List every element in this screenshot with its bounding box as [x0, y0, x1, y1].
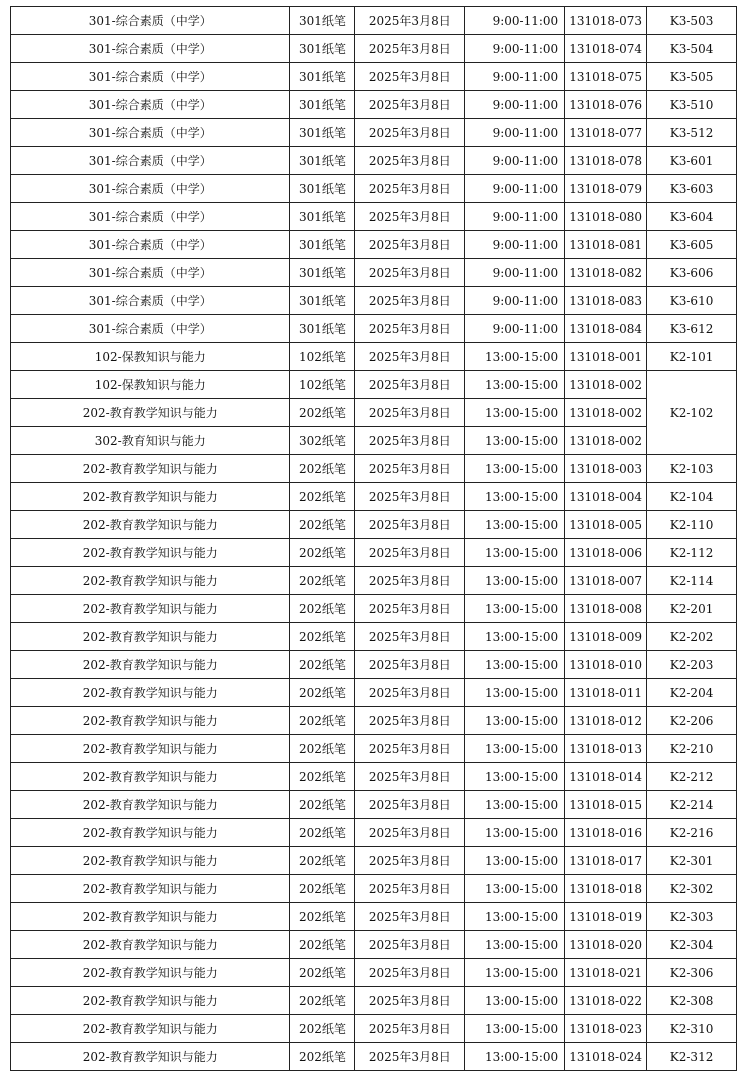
seat-number-cell: 131018-002	[565, 371, 647, 399]
exam-date-cell: 2025年3月8日	[355, 679, 465, 707]
room-cell: K3-605	[647, 231, 737, 259]
exam-date-cell: 2025年3月8日	[355, 455, 465, 483]
exam-date-cell: 2025年3月8日	[355, 567, 465, 595]
seat-number-cell: 131018-009	[565, 623, 647, 651]
exam-time-cell: 13:00-15:00	[465, 959, 565, 987]
room-cell: K2-201	[647, 595, 737, 623]
exam-time-cell: 9:00-11:00	[465, 35, 565, 63]
table-row	[11, 231, 737, 259]
exam-code-cell: 202纸笔	[290, 707, 355, 735]
exam-time-cell: 9:00-11:00	[465, 203, 565, 231]
subject-cell: 301-综合素质（中学）	[11, 147, 290, 175]
exam-time-cell: 9:00-11:00	[465, 7, 565, 35]
exam-time-cell: 9:00-11:00	[465, 259, 565, 287]
exam-date-cell: 2025年3月8日	[355, 1015, 465, 1043]
subject-cell: 202-教育教学知识与能力	[11, 735, 290, 763]
room-cell: K3-603	[647, 175, 737, 203]
table-row	[11, 847, 737, 875]
exam-time-cell: 13:00-15:00	[465, 399, 565, 427]
seat-number-cell: 131018-008	[565, 595, 647, 623]
room-cell: K2-301	[647, 847, 737, 875]
seat-number-cell: 131018-014	[565, 763, 647, 791]
subject-cell: 302-教育知识与能力	[11, 427, 290, 455]
seat-number-cell: 131018-003	[565, 455, 647, 483]
seat-number-cell: 131018-077	[565, 119, 647, 147]
table-row	[11, 371, 737, 399]
exam-code-cell: 202纸笔	[290, 987, 355, 1015]
room-cell: K3-505	[647, 63, 737, 91]
exam-date-cell: 2025年3月8日	[355, 623, 465, 651]
subject-cell: 202-教育教学知识与能力	[11, 679, 290, 707]
table-row	[11, 455, 737, 483]
exam-date-cell: 2025年3月8日	[355, 819, 465, 847]
table-row	[11, 119, 737, 147]
subject-cell: 301-综合素质（中学）	[11, 63, 290, 91]
room-cell: K2-103	[647, 455, 737, 483]
exam-date-cell: 2025年3月8日	[355, 539, 465, 567]
subject-cell: 202-教育教学知识与能力	[11, 623, 290, 651]
subject-cell: 202-教育教学知识与能力	[11, 931, 290, 959]
exam-time-cell: 13:00-15:00	[465, 567, 565, 595]
seat-number-cell: 131018-011	[565, 679, 647, 707]
room-cell: K2-310	[647, 1015, 737, 1043]
exam-date-cell: 2025年3月8日	[355, 91, 465, 119]
room-cell: K2-110	[647, 511, 737, 539]
seat-number-cell: 131018-078	[565, 147, 647, 175]
table-row	[11, 175, 737, 203]
exam-date-cell: 2025年3月8日	[355, 175, 465, 203]
exam-code-cell: 202纸笔	[290, 763, 355, 791]
subject-cell: 202-教育教学知识与能力	[11, 1015, 290, 1043]
exam-time-cell: 9:00-11:00	[465, 175, 565, 203]
table-row	[11, 539, 737, 567]
room-cell: K2-101	[647, 343, 737, 371]
exam-code-cell: 202纸笔	[290, 455, 355, 483]
seat-number-cell: 131018-084	[565, 315, 647, 343]
exam-time-cell: 13:00-15:00	[465, 707, 565, 735]
subject-cell: 301-综合素质（中学）	[11, 175, 290, 203]
exam-date-cell: 2025年3月8日	[355, 203, 465, 231]
table-row	[11, 315, 737, 343]
seat-number-cell: 131018-015	[565, 791, 647, 819]
exam-time-cell: 9:00-11:00	[465, 287, 565, 315]
seat-number-cell: 131018-082	[565, 259, 647, 287]
exam-time-cell: 13:00-15:00	[465, 623, 565, 651]
exam-code-cell: 301纸笔	[290, 63, 355, 91]
room-cell: K3-612	[647, 315, 737, 343]
subject-cell: 202-教育教学知识与能力	[11, 819, 290, 847]
exam-code-cell: 202纸笔	[290, 651, 355, 679]
room-cell: K2-114	[647, 567, 737, 595]
exam-code-cell: 202纸笔	[290, 847, 355, 875]
exam-code-cell: 301纸笔	[290, 315, 355, 343]
exam-time-cell: 13:00-15:00	[465, 427, 565, 455]
table-row	[11, 287, 737, 315]
seat-number-cell: 131018-005	[565, 511, 647, 539]
subject-cell: 202-教育教学知识与能力	[11, 763, 290, 791]
exam-date-cell: 2025年3月8日	[355, 847, 465, 875]
table-row	[11, 763, 737, 791]
room-cell: K2-214	[647, 791, 737, 819]
seat-number-cell: 131018-004	[565, 483, 647, 511]
exam-date-cell: 2025年3月8日	[355, 875, 465, 903]
seat-number-cell: 131018-023	[565, 1015, 647, 1043]
exam-date-cell: 2025年3月8日	[355, 595, 465, 623]
subject-cell: 202-教育教学知识与能力	[11, 539, 290, 567]
table-row	[11, 903, 737, 931]
exam-code-cell: 102纸笔	[290, 371, 355, 399]
exam-date-cell: 2025年3月8日	[355, 511, 465, 539]
subject-cell: 202-教育教学知识与能力	[11, 511, 290, 539]
seat-number-cell: 131018-010	[565, 651, 647, 679]
exam-time-cell: 13:00-15:00	[465, 1043, 565, 1071]
subject-cell: 102-保教知识与能力	[11, 371, 290, 399]
seat-number-cell: 131018-016	[565, 819, 647, 847]
subject-cell: 301-综合素质（中学）	[11, 315, 290, 343]
exam-time-cell: 9:00-11:00	[465, 231, 565, 259]
subject-cell: 301-综合素质（中学）	[11, 35, 290, 63]
subject-cell: 202-教育教学知识与能力	[11, 791, 290, 819]
exam-time-cell: 13:00-15:00	[465, 343, 565, 371]
exam-time-cell: 13:00-15:00	[465, 1015, 565, 1043]
exam-date-cell: 2025年3月8日	[355, 483, 465, 511]
exam-date-cell: 2025年3月8日	[355, 427, 465, 455]
table-row	[11, 259, 737, 287]
room-cell: K3-504	[647, 35, 737, 63]
exam-date-cell: 2025年3月8日	[355, 707, 465, 735]
seat-number-cell: 131018-017	[565, 847, 647, 875]
room-cell: K2-306	[647, 959, 737, 987]
exam-date-cell: 2025年3月8日	[355, 315, 465, 343]
room-cell: K2-204	[647, 679, 737, 707]
subject-cell: 202-教育教学知识与能力	[11, 595, 290, 623]
room-cell: K2-302	[647, 875, 737, 903]
exam-code-cell: 301纸笔	[290, 203, 355, 231]
seat-number-cell: 131018-019	[565, 903, 647, 931]
exam-code-cell: 202纸笔	[290, 399, 355, 427]
seat-number-cell: 131018-018	[565, 875, 647, 903]
seat-number-cell: 131018-022	[565, 987, 647, 1015]
exam-code-cell: 202纸笔	[290, 679, 355, 707]
table-row	[11, 7, 737, 35]
room-cell: K2-304	[647, 931, 737, 959]
subject-cell: 102-保教知识与能力	[11, 343, 290, 371]
seat-number-cell: 131018-012	[565, 707, 647, 735]
table-row	[11, 651, 737, 679]
subject-cell: 301-综合素质（中学）	[11, 7, 290, 35]
seat-number-cell: 131018-024	[565, 1043, 647, 1071]
exam-code-cell: 202纸笔	[290, 959, 355, 987]
room-cell: K3-601	[647, 147, 737, 175]
exam-date-cell: 2025年3月8日	[355, 651, 465, 679]
exam-time-cell: 13:00-15:00	[465, 651, 565, 679]
room-cell: K3-610	[647, 287, 737, 315]
exam-date-cell: 2025年3月8日	[355, 763, 465, 791]
subject-cell: 301-综合素质（中学）	[11, 91, 290, 119]
room-cell: K2-212	[647, 763, 737, 791]
exam-schedule-table	[10, 6, 737, 1071]
table-row	[11, 959, 737, 987]
exam-date-cell: 2025年3月8日	[355, 1043, 465, 1071]
table-row	[11, 595, 737, 623]
seat-number-cell: 131018-080	[565, 203, 647, 231]
table-row	[11, 511, 737, 539]
table-row	[11, 819, 737, 847]
seat-number-cell: 131018-002	[565, 427, 647, 455]
seat-number-cell: 131018-006	[565, 539, 647, 567]
room-cell: K3-510	[647, 91, 737, 119]
exam-time-cell: 13:00-15:00	[465, 819, 565, 847]
room-cell: K2-102	[647, 371, 737, 455]
seat-number-cell: 131018-081	[565, 231, 647, 259]
exam-code-cell: 301纸笔	[290, 259, 355, 287]
subject-cell: 301-综合素质（中学）	[11, 119, 290, 147]
exam-time-cell: 9:00-11:00	[465, 147, 565, 175]
room-cell: K2-104	[647, 483, 737, 511]
exam-code-cell: 202纸笔	[290, 819, 355, 847]
subject-cell: 202-教育教学知识与能力	[11, 903, 290, 931]
exam-schedule-body	[11, 7, 737, 1071]
room-cell: K3-604	[647, 203, 737, 231]
exam-code-cell: 202纸笔	[290, 735, 355, 763]
exam-date-cell: 2025年3月8日	[355, 7, 465, 35]
exam-date-cell: 2025年3月8日	[355, 287, 465, 315]
exam-time-cell: 9:00-11:00	[465, 315, 565, 343]
exam-time-cell: 13:00-15:00	[465, 371, 565, 399]
exam-date-cell: 2025年3月8日	[355, 931, 465, 959]
exam-date-cell: 2025年3月8日	[355, 735, 465, 763]
table-row	[11, 343, 737, 371]
exam-date-cell: 2025年3月8日	[355, 791, 465, 819]
exam-code-cell: 202纸笔	[290, 623, 355, 651]
exam-code-cell: 202纸笔	[290, 539, 355, 567]
exam-time-cell: 13:00-15:00	[465, 987, 565, 1015]
room-cell: K2-210	[647, 735, 737, 763]
exam-time-cell: 13:00-15:00	[465, 455, 565, 483]
exam-time-cell: 13:00-15:00	[465, 735, 565, 763]
room-cell: K2-112	[647, 539, 737, 567]
table-row	[11, 1015, 737, 1043]
table-row	[11, 203, 737, 231]
exam-code-cell: 301纸笔	[290, 147, 355, 175]
table-row	[11, 147, 737, 175]
subject-cell: 301-综合素质（中学）	[11, 259, 290, 287]
table-row	[11, 931, 737, 959]
exam-time-cell: 13:00-15:00	[465, 595, 565, 623]
room-cell: K2-206	[647, 707, 737, 735]
exam-date-cell: 2025年3月8日	[355, 35, 465, 63]
exam-date-cell: 2025年3月8日	[355, 987, 465, 1015]
exam-time-cell: 13:00-15:00	[465, 791, 565, 819]
exam-time-cell: 13:00-15:00	[465, 847, 565, 875]
exam-time-cell: 13:00-15:00	[465, 679, 565, 707]
table-row	[11, 791, 737, 819]
exam-code-cell: 301纸笔	[290, 119, 355, 147]
subject-cell: 202-教育教学知识与能力	[11, 707, 290, 735]
exam-time-cell: 9:00-11:00	[465, 91, 565, 119]
table-row	[11, 735, 737, 763]
exam-date-cell: 2025年3月8日	[355, 343, 465, 371]
subject-cell: 202-教育教学知识与能力	[11, 483, 290, 511]
exam-code-cell: 202纸笔	[290, 931, 355, 959]
seat-number-cell: 131018-074	[565, 35, 647, 63]
subject-cell: 202-教育教学知识与能力	[11, 651, 290, 679]
subject-cell: 301-综合素质（中学）	[11, 203, 290, 231]
room-cell: K3-606	[647, 259, 737, 287]
exam-time-cell: 13:00-15:00	[465, 483, 565, 511]
seat-number-cell: 131018-083	[565, 287, 647, 315]
exam-code-cell: 301纸笔	[290, 35, 355, 63]
exam-code-cell: 202纸笔	[290, 483, 355, 511]
exam-code-cell: 301纸笔	[290, 91, 355, 119]
exam-code-cell: 202纸笔	[290, 1043, 355, 1071]
subject-cell: 202-教育教学知识与能力	[11, 455, 290, 483]
table-row	[11, 1043, 737, 1071]
exam-time-cell: 13:00-15:00	[465, 903, 565, 931]
seat-number-cell: 131018-007	[565, 567, 647, 595]
exam-time-cell: 13:00-15:00	[465, 763, 565, 791]
exam-code-cell: 301纸笔	[290, 231, 355, 259]
seat-number-cell: 131018-075	[565, 63, 647, 91]
exam-time-cell: 13:00-15:00	[465, 875, 565, 903]
subject-cell: 202-教育教学知识与能力	[11, 987, 290, 1015]
seat-number-cell: 131018-020	[565, 931, 647, 959]
room-cell: K2-308	[647, 987, 737, 1015]
exam-code-cell: 202纸笔	[290, 595, 355, 623]
table-row	[11, 707, 737, 735]
exam-code-cell: 202纸笔	[290, 791, 355, 819]
table-row	[11, 63, 737, 91]
table-row	[11, 567, 737, 595]
room-cell: K2-202	[647, 623, 737, 651]
exam-code-cell: 301纸笔	[290, 7, 355, 35]
subject-cell: 202-教育教学知识与能力	[11, 847, 290, 875]
exam-date-cell: 2025年3月8日	[355, 231, 465, 259]
exam-date-cell: 2025年3月8日	[355, 119, 465, 147]
exam-code-cell: 302纸笔	[290, 427, 355, 455]
table-row	[11, 399, 737, 427]
exam-date-cell: 2025年3月8日	[355, 259, 465, 287]
exam-code-cell: 202纸笔	[290, 1015, 355, 1043]
exam-code-cell: 202纸笔	[290, 511, 355, 539]
table-row	[11, 91, 737, 119]
exam-code-cell: 301纸笔	[290, 287, 355, 315]
seat-number-cell: 131018-013	[565, 735, 647, 763]
exam-date-cell: 2025年3月8日	[355, 903, 465, 931]
subject-cell: 202-教育教学知识与能力	[11, 875, 290, 903]
room-cell: K3-512	[647, 119, 737, 147]
room-cell: K3-503	[647, 7, 737, 35]
room-cell: K2-303	[647, 903, 737, 931]
exam-time-cell: 9:00-11:00	[465, 119, 565, 147]
exam-date-cell: 2025年3月8日	[355, 63, 465, 91]
subject-cell: 301-综合素质（中学）	[11, 287, 290, 315]
exam-time-cell: 13:00-15:00	[465, 931, 565, 959]
seat-number-cell: 131018-021	[565, 959, 647, 987]
exam-time-cell: 9:00-11:00	[465, 63, 565, 91]
exam-time-cell: 13:00-15:00	[465, 511, 565, 539]
exam-code-cell: 202纸笔	[290, 567, 355, 595]
exam-date-cell: 2025年3月8日	[355, 371, 465, 399]
subject-cell: 202-教育教学知识与能力	[11, 399, 290, 427]
room-cell: K2-203	[647, 651, 737, 679]
subject-cell: 301-综合素质（中学）	[11, 231, 290, 259]
exam-date-cell: 2025年3月8日	[355, 399, 465, 427]
subject-cell: 202-教育教学知识与能力	[11, 567, 290, 595]
exam-date-cell: 2025年3月8日	[355, 147, 465, 175]
seat-number-cell: 131018-002	[565, 399, 647, 427]
seat-number-cell: 131018-079	[565, 175, 647, 203]
subject-cell: 202-教育教学知识与能力	[11, 1043, 290, 1071]
seat-number-cell: 131018-076	[565, 91, 647, 119]
table-row	[11, 623, 737, 651]
exam-code-cell: 102纸笔	[290, 343, 355, 371]
table-row	[11, 427, 737, 455]
table-row	[11, 35, 737, 63]
room-cell: K2-216	[647, 819, 737, 847]
exam-code-cell: 301纸笔	[290, 175, 355, 203]
table-row	[11, 483, 737, 511]
seat-number-cell: 131018-001	[565, 343, 647, 371]
exam-code-cell: 202纸笔	[290, 903, 355, 931]
exam-time-cell: 13:00-15:00	[465, 539, 565, 567]
table-row	[11, 679, 737, 707]
table-row	[11, 987, 737, 1015]
seat-number-cell: 131018-073	[565, 7, 647, 35]
subject-cell: 202-教育教学知识与能力	[11, 959, 290, 987]
exam-code-cell: 202纸笔	[290, 875, 355, 903]
table-row	[11, 875, 737, 903]
room-cell: K2-312	[647, 1043, 737, 1071]
exam-date-cell: 2025年3月8日	[355, 959, 465, 987]
